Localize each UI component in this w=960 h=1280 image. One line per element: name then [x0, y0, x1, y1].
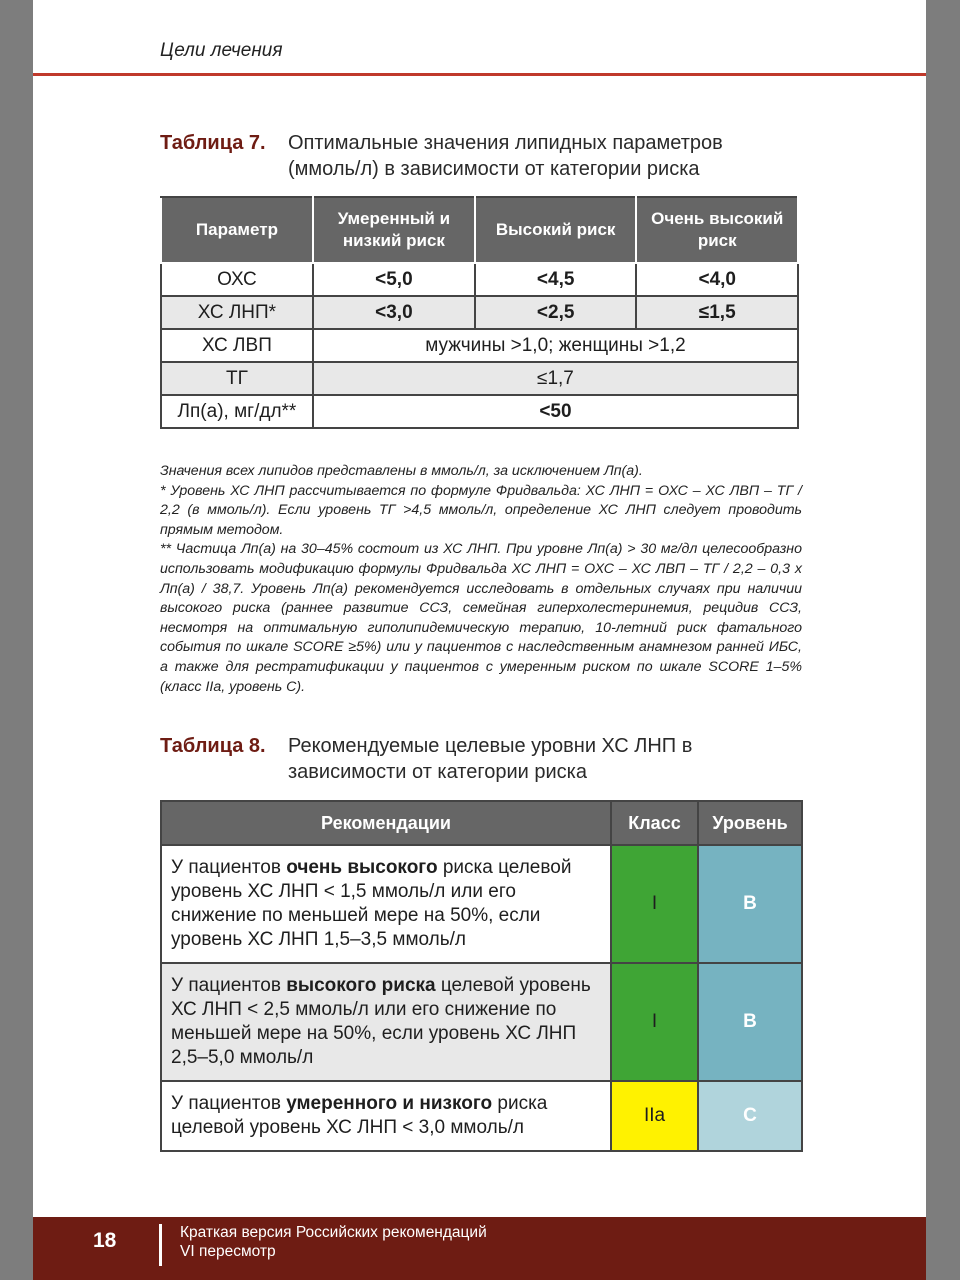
class-cell: I [611, 963, 698, 1081]
page-number: 18 [93, 1229, 117, 1252]
level-cell: B [698, 845, 802, 963]
class-cell: IIa [611, 1081, 698, 1151]
table-row [161, 1081, 802, 1151]
note-paragraph: * Уровень ХС ЛНП рассчитывается по формуле Фридвальда: ХС ЛНП = ОХС – ХС ЛВП – ТГ / 2,2 (в ммоль/л). Если уровень ТГ >4,5 ммоль/л, определение ХС ЛНП следует проводить прямым методом. [160, 482, 802, 538]
table8-header-cell: Рекомендации [161, 801, 611, 845]
header-rule [33, 73, 926, 76]
value-cell: ≤1,5 [636, 296, 798, 329]
value-cell: <3,0 [313, 296, 475, 329]
running-header: Цели лечения [160, 40, 283, 61]
table-row [161, 263, 798, 296]
table8-header-cell: Класс [611, 801, 698, 845]
table7 [160, 196, 799, 429]
rec-text: риска целевой уровень ХС ЛНП < 1,5 ммоль/л или его снижение по меньшей мере на 50%, если уровень ХС ЛНП 1,5–3,5 ммоль/л [171, 857, 572, 950]
table8-caption-text: Рекомендуемые целевые уровни ХС ЛНП в зависимости от категории риска [288, 735, 693, 783]
table-row [161, 963, 802, 1081]
table8-header-cell: Уровень [698, 801, 802, 845]
table-row [161, 296, 798, 329]
recommendation-cell [161, 963, 611, 1081]
value-cell: <4,5 [475, 263, 637, 296]
merged-value-cell: мужчины >1,0; женщины >1,2 [313, 329, 798, 362]
table8-label: Таблица 8. [160, 735, 266, 757]
level-cell: C [698, 1081, 802, 1151]
level-cell: B [698, 963, 802, 1081]
param-cell: ХС ЛНП* [161, 296, 313, 329]
table7-header-cell: Умеренный и низкий риск [313, 197, 475, 263]
recommendation-cell [161, 845, 611, 963]
value-cell: <4,0 [636, 263, 798, 296]
table7-caption-text: Оптимальные значения липидных параметров (ммоль/л) в зависимости от категории риска [288, 132, 723, 180]
page-footer [33, 1217, 926, 1280]
table7-header-row [161, 197, 798, 263]
param-cell: ТГ [161, 362, 313, 395]
rec-text: У пациентов [171, 1093, 287, 1114]
recommendation-cell [161, 1081, 611, 1151]
note-paragraph: Значения всех липидов представлены в ммоль/л, за исключением Лп(а). [160, 463, 643, 479]
table-row [161, 362, 798, 395]
merged-value-cell: <50 [313, 395, 798, 428]
merged-value-cell: ≤1,7 [313, 362, 798, 395]
table7-header-cell: Очень высокий риск [636, 197, 798, 263]
param-cell: ОХС [161, 263, 313, 296]
rec-text: целевой уровень ХС ЛНП < 2,5 ммоль/л или его снижение по меньшей мере на 50%, если уровень ХС ЛНП 2,5–5,0 ммоль/л [171, 975, 591, 1068]
footer-text [180, 1223, 487, 1261]
table7-header-cell: Параметр [161, 197, 313, 263]
param-cell: Лп(а), мг/дл** [161, 395, 313, 428]
table-row [161, 845, 802, 963]
class-cell: I [611, 845, 698, 963]
rec-text: риска целевой уровень ХС ЛНП < 3,0 ммоль/л [171, 1093, 548, 1138]
param-cell: ХС ЛВП [161, 329, 313, 362]
table7-label: Таблица 7. [160, 132, 266, 154]
document-page [33, 0, 926, 1280]
note-paragraph: ** Частица Лп(а) на 30–45% состоит из ХС ЛНП. При уровне Лп(а) > 30 мг/дл целесообразно использовать модификацию формулы Фридвальда ХС ЛНП = ОХС – ХС ЛВП – ТГ / 2,2 – 0,3 х Лп(а) / 38,7. Уровень Лп(а) рекомендуется исследовать в отдельных случаях при наличии высокого риска (раннее развитие ССЗ, семейная гиперхолестеринемия, рецидив ССЗ, несмотря на оптимальную гиполипидемическую терапию, 10-летний риск фатального события по шкале SCORE ≥5%) или у пациентов с наследственным анамнезом ранней ИБС, а также для рестратификации у пациентов с умеренным риском по шкале SCORE 1–5% (класс IIa, уровень C). [160, 541, 802, 695]
value-cell: <5,0 [313, 263, 475, 296]
table-row [161, 395, 798, 428]
footer-line: VI пересмотр [180, 1243, 276, 1260]
footer-divider [159, 1224, 162, 1266]
table7-header-cell: Высокий риск [475, 197, 637, 263]
footer-line: Краткая версия Российских рекомендаций [180, 1224, 487, 1241]
table8 [160, 800, 803, 1152]
table-row [161, 329, 798, 362]
rec-emphasis: высокого риска [286, 975, 436, 996]
rec-emphasis: умеренного и низкого [286, 1093, 493, 1114]
value-cell: <2,5 [475, 296, 637, 329]
rec-emphasis: очень высокого [286, 857, 438, 878]
table7-notes [160, 462, 802, 697]
rec-text: У пациентов [171, 857, 287, 878]
rec-text: У пациентов [171, 975, 287, 996]
table8-header-row [161, 801, 802, 845]
